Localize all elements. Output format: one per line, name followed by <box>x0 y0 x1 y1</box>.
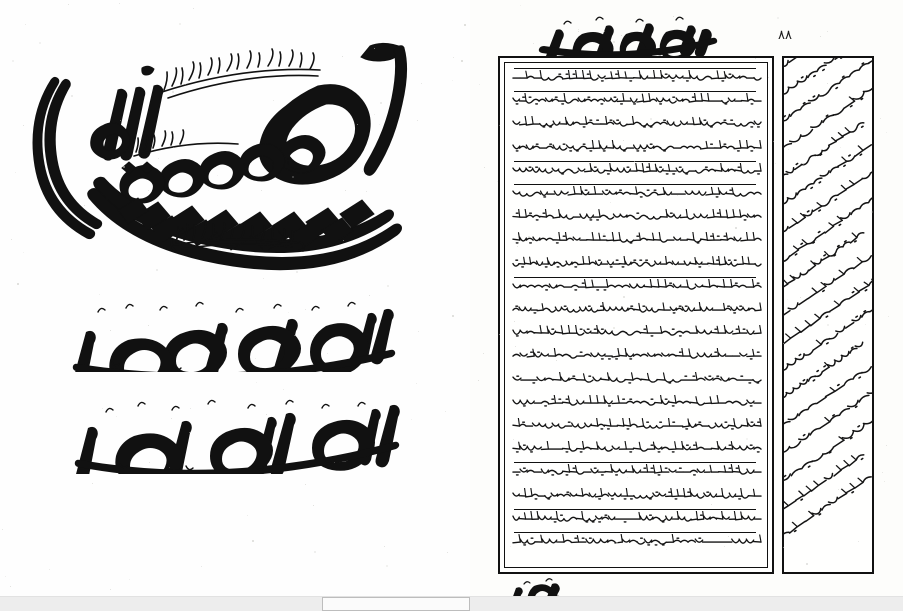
text-line <box>508 279 764 292</box>
text-block-inner-rule <box>504 62 768 568</box>
text-line <box>508 534 764 547</box>
text-line <box>508 325 764 338</box>
text-block-frame <box>498 56 774 574</box>
text-line <box>508 441 764 454</box>
text-line <box>508 232 764 245</box>
quotation-overline <box>514 277 756 278</box>
quotation-overline <box>514 184 756 185</box>
calligrapher-signature <box>168 222 318 254</box>
text-line <box>508 464 764 477</box>
text-line <box>508 348 764 361</box>
quotation-overline <box>514 509 756 510</box>
text-lines-container <box>508 66 764 564</box>
quotation-overline <box>514 532 756 533</box>
folio-number: ٨٨ <box>778 28 792 43</box>
quotation-overline <box>514 161 756 162</box>
text-line <box>508 302 764 315</box>
text-line <box>508 395 764 408</box>
text-line <box>508 70 764 83</box>
text-line <box>508 488 764 501</box>
text-line <box>508 163 764 176</box>
text-line <box>508 372 764 385</box>
verse-line-1 <box>68 300 408 372</box>
header-title-calligraphy <box>530 16 720 56</box>
page-header <box>510 16 840 58</box>
viewer-toolbar-box[interactable] <box>322 597 470 611</box>
verse-line-2 <box>72 398 412 474</box>
quotation-overline <box>514 68 756 69</box>
text-line <box>508 511 764 524</box>
quotation-overline <box>514 462 756 463</box>
text-line <box>508 209 764 222</box>
text-line <box>508 93 764 106</box>
text-line <box>508 256 764 269</box>
margin-notes-container <box>784 58 872 572</box>
right-page-text <box>470 0 903 597</box>
margin-notes-frame <box>782 56 874 574</box>
text-line <box>508 140 764 153</box>
text-line <box>508 418 764 431</box>
text-line <box>508 186 764 199</box>
quotation-overline <box>514 91 756 92</box>
text-line <box>508 116 764 129</box>
